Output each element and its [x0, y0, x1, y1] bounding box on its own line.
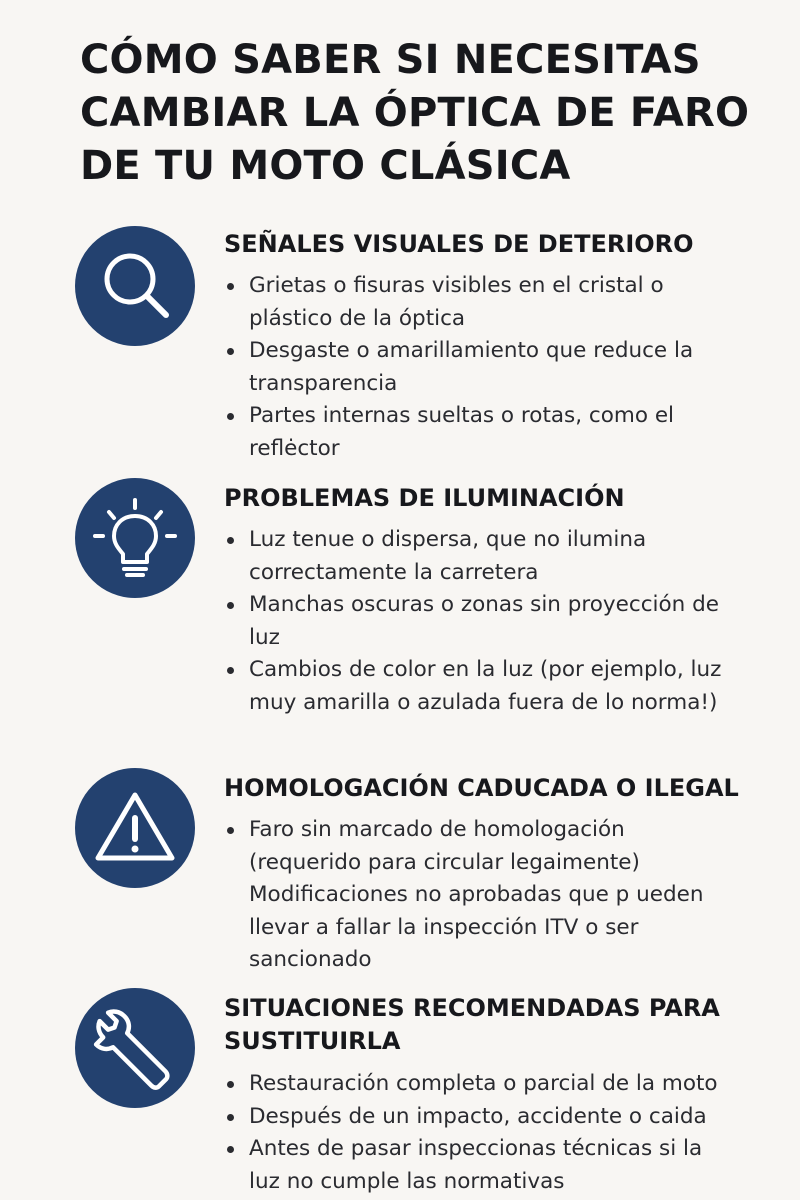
- warning-triangle-icon: [75, 768, 195, 888]
- list-item: Partes internas sueltas o rotas, como el reflėctor: [224, 400, 784, 465]
- list-item: Grietas o fisuras visibles en el cristal o plástico de la óptica: [224, 270, 784, 335]
- list-item: Antes de pasar inspeccionas técnicas si la luz no cumple las normativas: [224, 1133, 784, 1198]
- list-item: Modificaciones no aprobadas que p ueden llevar a fallar la inspección ITV o ser sancionado: [249, 882, 704, 972]
- bullet-list: [224, 1068, 784, 1198]
- bullet-list: [224, 814, 784, 977]
- list-item: Cambios de color en la luz (por ejemplo, luz muy amarilla o azulada fuera de lo norma!): [224, 654, 784, 719]
- section-heading: PROBLEMAS DE ILUMINACIÓN: [224, 484, 625, 512]
- bullet-list: [224, 524, 784, 719]
- magnifying-glass-icon: [75, 226, 195, 346]
- section-heading: SITUACIONES RECOMENDADAS PARA SUSTITUIRLA: [224, 994, 720, 1055]
- bullet-list: [224, 270, 784, 465]
- list-item: Faro sin marcado de homologación (requerido para circular legaimente): [224, 814, 784, 879]
- section-heading: HOMOLOGACIÓN CADUCADA O ILEGAL: [224, 774, 739, 802]
- light-bulb-icon: [75, 478, 195, 598]
- wrench-icon: [75, 988, 195, 1108]
- page-title: CÓMO SABER SI NECESITAS CAMBIAR LA ÓPTICA DE FARO DE TU MOTO CLÁSICA: [80, 37, 750, 189]
- list-item: Restauración completa o parcial de la moto: [224, 1068, 784, 1101]
- section-heading: SEÑALES VISUALES DE DETERIORO: [224, 230, 694, 258]
- list-item: Después de un impacto, accidente o caida: [224, 1101, 784, 1134]
- list-item: Manchas oscuras o zonas sin proyección de luz: [224, 589, 784, 654]
- list-item: Luz tenue o dispersa, que no ilumina correctamente la carretera: [224, 524, 784, 589]
- list-item: Desgaste o amarillamiento que reduce la transparencia: [224, 335, 784, 400]
